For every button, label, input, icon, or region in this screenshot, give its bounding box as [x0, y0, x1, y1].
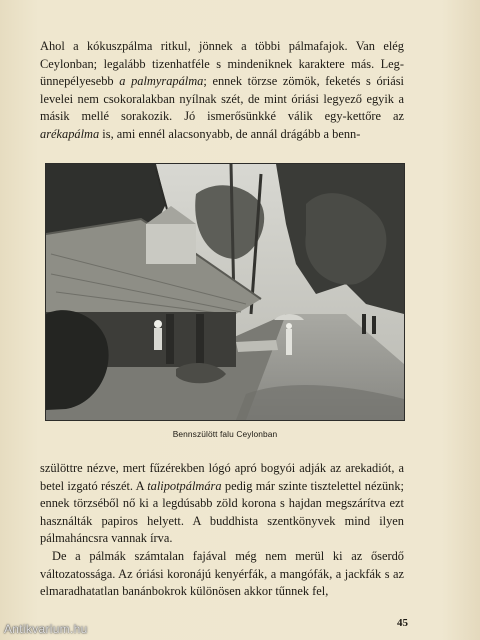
text-line: ünnepélyesebb	[40, 74, 120, 89]
paragraph-palms	[40, 38, 404, 144]
bottom-text	[40, 460, 404, 601]
page-number: 45	[397, 617, 408, 629]
emphasis-palmyrapalma: a palmyrapálma	[119, 74, 204, 89]
village-photo	[46, 164, 404, 420]
photo-caption: Bennszülött falu Ceylonban	[172, 429, 278, 439]
text-line: levelei nem csokoralakban nyílnak szét, de mint óriási legyező	[40, 91, 362, 106]
emphasis-arekapalma: arékapálma	[40, 126, 100, 141]
paragraph-arekapalma-cont	[40, 460, 404, 548]
watermark-logo: Antikvarium.hu	[4, 622, 88, 636]
top-paragraph	[40, 38, 404, 144]
emphasis-talipotpalma: talipotpálmára	[147, 478, 222, 493]
text-line: Ceylonban; legalább tizenhatféle s mindeniknek karaktere más. Leg-	[40, 56, 404, 71]
text-line: szülöttre nézve, mert fűzérekben lógó apró bogyói adják az arekadiót, a betel izgató részét. A	[40, 461, 404, 493]
text-line: pedig már szinte tisztelettel nézünk; ennek törzséből nő ki a legdúsabb zöld korona s hajdan megszárítva ezt használták papiros helyett. A buddhista szentkönyvek mind ilyen pálmaháncsra vannak írva.	[40, 478, 404, 546]
text-line: egyik a másik mellé sorakozik. Jó ismerősünkké válik egy-kettőre az	[40, 91, 404, 124]
village-photo-illustration	[46, 164, 404, 420]
text-line: ; ennek törzse zömök, feketés s óriási	[203, 74, 404, 89]
text-line: Ahol a kókuszpálma ritkul, jönnek a többi pálmafajok. Van elég	[40, 39, 404, 53]
paragraph-forest: De a pálmák számtalan fajával még nem merül ki az őserdő változatossága. Az óriási koronájú kenyérfák, a mangófák, a jackfák s az elmaradhatatlan banánbokrok különösen akkor tűnnek fel,	[40, 548, 404, 599]
text-line: is, ami ennél alacsonyabb, de annál drágább a benn-	[99, 126, 361, 141]
